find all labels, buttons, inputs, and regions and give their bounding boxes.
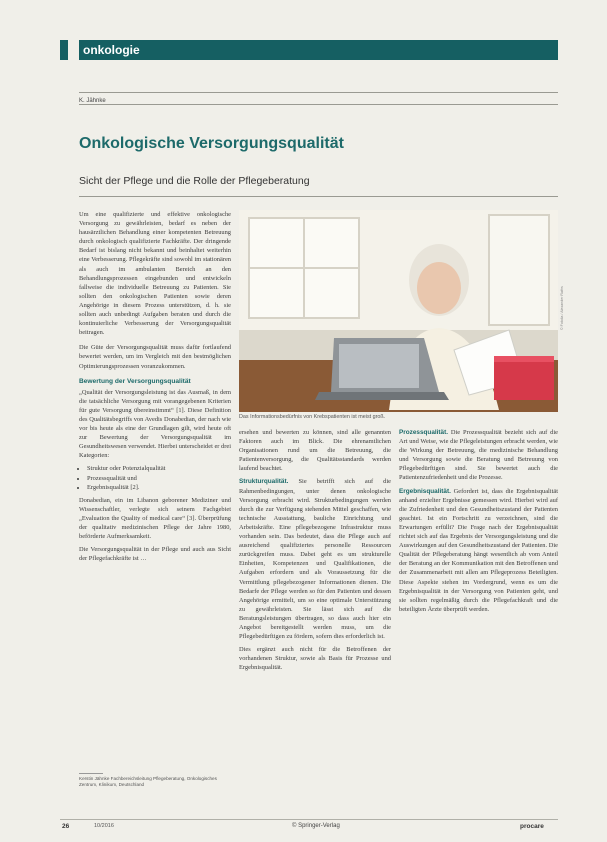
article-title: Onkologische Versorgungsqualität xyxy=(79,135,344,152)
photo-credit: © Fotolia / Alexander Raths xyxy=(560,286,564,330)
column-1 xyxy=(79,210,231,567)
body-paragraph xyxy=(239,477,391,641)
body-paragraph: „Qualität der Versorgungsleistung ist das Ausmaß, in dem die tatsächliche Versorgung mit vorangegebenen Kriterien für gute Versorgung übereinstimmt“ [1]. Diese Definition des Qualitätsbegriffs von Avedis Donabedian, der nach wie vor bis heute als eine der Grundlagen gilt, wird heute oft zur Bewertung der Versorgungsqualität im Gesundheitswesen verwendet. Hierbei unterscheidet er drei Kategorien: xyxy=(79,388,231,460)
paragraph-lead: Prozessqualität. xyxy=(399,429,449,436)
body-paragraph: Donabedian, ein im Libanon geborener Mediziner und Wissenschaftler, verlegte sich seinem Fachgebiet „Evaluation the Quality of medical care“ [3]. Überprüfung der qualitativ medizinischen Pflege der Jahre 1980, beförderte Aufmerksamkeit. xyxy=(79,496,231,541)
body-paragraph xyxy=(399,487,558,614)
paragraph-lead: Strukturqualität. xyxy=(239,478,289,486)
body-paragraph: Die Versorgungsqualität in der Pflege und auch aus Sicht der Pflegefachkräfte ist … xyxy=(79,546,231,563)
body-paragraph: Dies ergänzt auch nicht für die Betroffenen der vorhandenen Struktur, sowie als Basis für Prozesse und Ergebnisqualität. xyxy=(239,646,391,672)
column-3 xyxy=(399,428,558,618)
issue-label: 10/2016 xyxy=(94,823,114,829)
intro-paragraph-2: Die Güte der Versorgungsqualität muss dafür fortlaufend bewertet werden, um im Vergleich mit den bestmöglichen Optimierungsprozessen voranzukommen. xyxy=(79,344,231,370)
body-paragraph: ersehen und bewerten zu können, sind alle genannten Faktoren auch im Blick. Die ehrenamtlichen Organisationen rund um die Betreuung, die Patientenversorgung, die Qualitätsstandards werden laufend beachtet. xyxy=(239,429,391,473)
journal-brand: procare xyxy=(520,823,544,830)
footnote-divider xyxy=(79,773,103,774)
section-label: onkologie xyxy=(83,43,140,57)
footer-divider xyxy=(60,819,558,820)
divider xyxy=(79,92,558,93)
paragraph-lead: Ergebnisqualität. xyxy=(399,487,451,495)
publisher-label: © Springer-Verlag xyxy=(292,823,340,829)
author-name: K. Jähnke xyxy=(79,98,106,104)
photo-caption: Das Informationsbedürfnis von Krebspatienten ist meist groß. xyxy=(239,414,386,420)
list-item: • Ergebnisqualität [2]. xyxy=(87,483,231,492)
section-bar xyxy=(79,40,558,60)
list-item: • Prozessqualität und xyxy=(87,474,231,483)
photo-illustration xyxy=(239,210,558,412)
side-tab-marker xyxy=(60,40,68,60)
paragraph-text: Sie betrifft sich auf die Rahmenbedingungen, unter denen onkologische Versorgung erbracht wird. Strukturbedingungen werden durch die zur Verfügung stehenden Mittel geschaffen, wie technische Ausstattung, bauliche Einrichtung und Arbeitskräfte. Eine pflegebezogene Infrastruktur muss vorhanden sein. Das bedeutet, dass die Pflege auch auf ausreichend qualifiziertes personelle Ressourcen zurückgreifen muss. Dabei geht es um strukturelle Einheiten, Kompetenzen und Qualifikationen, die Aufgaben erfordern und als Voraussetzung für die Vermittlung pflegebezogener Informationen dienen. Die Bedarfe der Pflege werden so für den Patienten und dessen Angehörige ermittelt, um so eine optimale Unterstützung zu gewährleisten. Sie lässt sich auf die Beratungsleistungen übertragen, so dass auch hier ein Angebot bereitgestellt werden muss, um die Pflegebedürftigen zu fördern, sofern dies erforderlich ist. xyxy=(239,478,391,641)
paragraph-text: Die Prozessqualität bezieht sich auf die Art und Weise, wie die Pflegeleistungen erbracht werden, wie die Wirkung der Betreuung, die medizinische Behandlung und Versorgung sowie die Beratung und Betreuung von Pflegebedürftigen sind. Sie bewertet auch die Patientenzufriedenheit und die Prozesse. xyxy=(399,429,558,482)
quality-categories-list xyxy=(79,464,231,491)
list-item: • Struktur oder Potenzialqualität xyxy=(87,464,231,473)
body-paragraph xyxy=(399,428,558,483)
paragraph-text: Gefordert ist, dass die Ergebnisqualität anhand erzielter Ergebnisse gemessen wird. Hierbei wird auf die Zufriedenheit und den Gesundheitszustand der Patienten geachtet. Ist ein Fortschritt zu verzeichnen, sind die Erwartungen erfüllt? Die Frage nach der Ergebnisqualität richtet sich auf das Ergebnis der Versorgungsleistung und die Auswirkungen auf den Gesundheitszustand der Patienten. Die Qualität der Pflegeberatung hängt wesentlich ab vom Anteil der Beratung an der Kommunikation mit den Betroffenen und der Zusammenarbeit mit allen am Pflegeprozess Beteiligten. Diese Aspekte stehen im Vordergrund, wenn es um die Ergebnisqualität in der Versorgung von Patienten geht, und sie sollten regelmäßig durch die Pflegefachkraft und die beteiligten Ärzte überprüft werden. xyxy=(399,487,558,613)
intro-paragraph: Um eine qualifizierte und effektive onkologische Versorgung zu gewährleisten, bedarf es neben der hausärztlichen Behandlung einer kompetenten Betreuung durch onkologisch qualifizierte Fachkräfte. Der dringende Bedarf ist bislang nicht bekannt und beinhaltet weiterhin eine Verbesserung. Pflegekräfte sind sowohl im stationären als auch im ambulanten Bereich an den Behandlungsprozessen eingebunden und entwickeln fallweise die individuelle Betreuung zu Patienten. Sie sollten den onkologischen Patienten sowie deren Angehörige in diesem Prozess unterstützen, d. h. sie sollten auch unbedingt Aufgaben beraten und durch die kontinuierliche Verbesserung der Versorgungsqualität beitragen. xyxy=(79,211,231,337)
divider xyxy=(79,104,558,105)
page-number: 26 xyxy=(62,823,70,830)
article-photo xyxy=(239,210,558,412)
divider xyxy=(79,196,558,197)
article-subtitle: Sicht der Pflege und die Rolle der Pflegeberatung xyxy=(79,175,310,187)
section-heading: Bewertung der Versorgungsqualität xyxy=(79,377,191,385)
column-2 xyxy=(239,428,391,676)
author-footnote: Kerstin Jähnke Fachbereichsleitung Pflegeberatung, Onkologisches Zentrum, Klinikum, Deutschland xyxy=(79,776,217,787)
